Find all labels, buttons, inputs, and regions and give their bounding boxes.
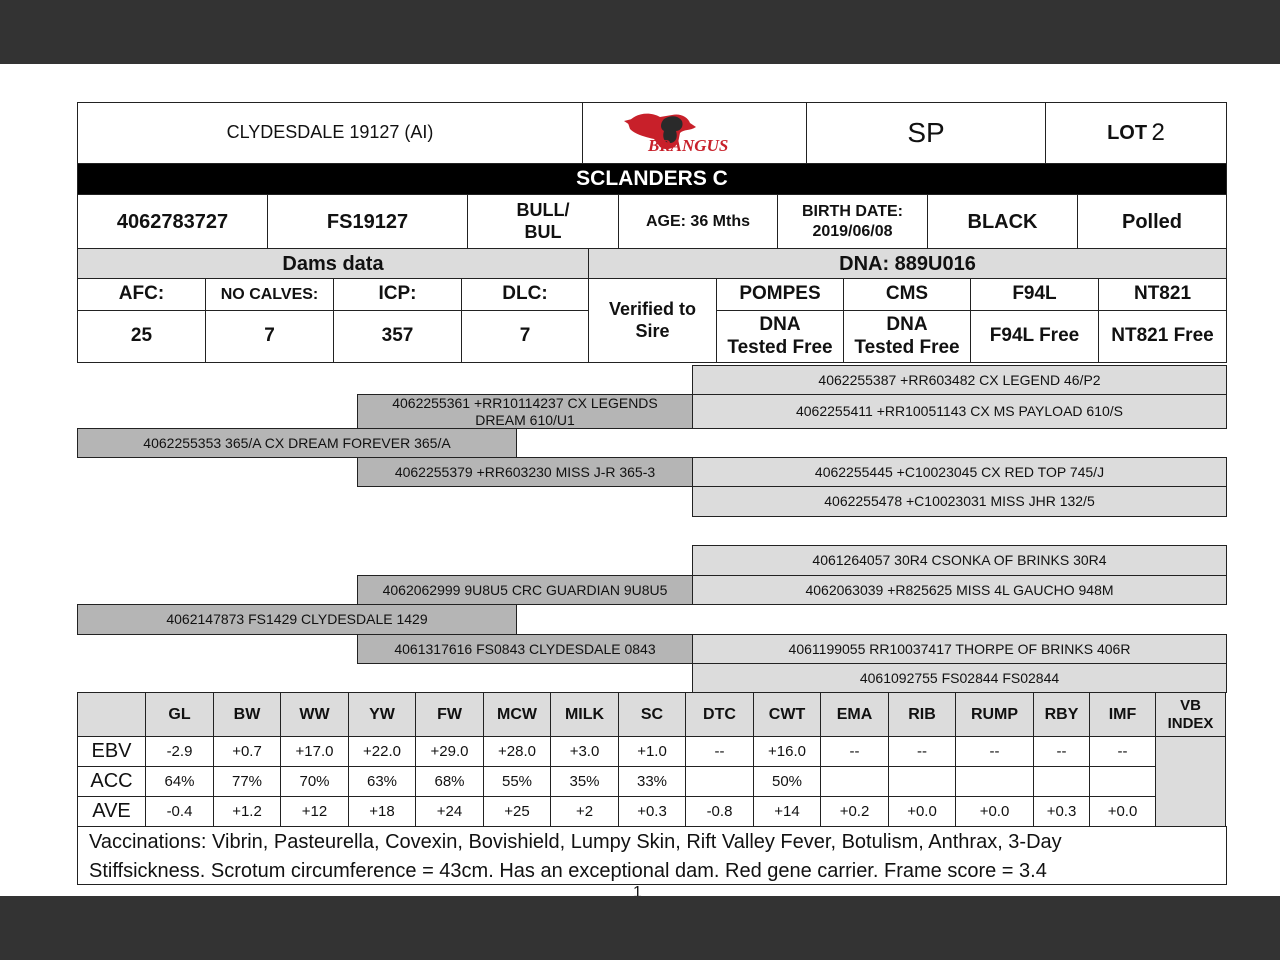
dna-title: DNA: 889U016 — [588, 248, 1227, 279]
icp-value: 357 — [333, 310, 462, 363]
ebv-cell: +22.0 — [349, 737, 416, 767]
lot-value: 2 — [1151, 118, 1165, 146]
pedigree-sire-dam-sire: 4061199055 RR10037417 THORPE OF BRINKS 406R — [692, 634, 1227, 664]
row-label-ave: AVE — [78, 797, 146, 827]
ebv-cell: -- — [889, 737, 956, 767]
sex-line-1: BULL/ — [516, 199, 570, 220]
ebv-cell: +29.0 — [416, 737, 484, 767]
ebv-col-header: DTC — [686, 693, 754, 737]
pedigree-sire: 4062147873 FS1429 CLYDESDALE 1429 — [77, 604, 517, 635]
ave-cell: +0.0 — [956, 797, 1034, 827]
ebv-cell: -- — [956, 737, 1034, 767]
ebv-col-header: MILK — [551, 693, 619, 737]
animal-name: CLYDESDALE 19127 (AI) — [77, 102, 583, 164]
nt821-result: NT821 Free — [1098, 310, 1227, 363]
acc-cell — [1090, 767, 1156, 797]
cms-result — [843, 310, 971, 363]
ebv-cell: -- — [1034, 737, 1090, 767]
acc-cell — [686, 767, 754, 797]
acc-cell: 55% — [484, 767, 551, 797]
f94l-result: F94L Free — [970, 310, 1099, 363]
ave-cell: +24 — [416, 797, 484, 827]
ave-cell: +0.2 — [821, 797, 889, 827]
ebv-header-row — [78, 693, 1226, 737]
ebv-cell: +28.0 — [484, 737, 551, 767]
cms-result-line-2: Tested Free — [854, 336, 960, 358]
ave-cell: +0.3 — [1034, 797, 1090, 827]
ave-cell: -0.8 — [686, 797, 754, 827]
f94l-header: F94L — [970, 278, 1099, 311]
breeder-banner: SCLANDERS C — [77, 163, 1227, 195]
dams-data-title: Dams data — [77, 248, 589, 279]
no-calves-header: NO CALVES: — [205, 278, 334, 311]
ebv-col-header: GL — [146, 693, 214, 737]
pedigree-sire-sire-dam: 4062063039 +R825625 MISS 4L GAUCHO 948M — [692, 575, 1227, 605]
cms-result-line-1: DNA — [886, 313, 928, 335]
ebv-cell: -- — [1090, 737, 1156, 767]
ebv-col-header: SC — [619, 693, 686, 737]
class-code: SP — [806, 102, 1046, 164]
pompes-result-line-2: Tested Free — [727, 336, 833, 358]
ave-cell: +12 — [281, 797, 349, 827]
ebv-col-header: EMA — [821, 693, 889, 737]
ebv-cell: +3.0 — [551, 737, 619, 767]
ave-cell: +0.0 — [1090, 797, 1156, 827]
pedigree-dam-dam-dam: 4062255478 +C10023031 MISS JHR 132/5 — [692, 486, 1227, 517]
document-page — [0, 64, 1280, 896]
ebv-col-header: MCW — [484, 693, 551, 737]
acc-cell — [821, 767, 889, 797]
brangus-logo — [582, 102, 807, 164]
ave-cell: +18 — [349, 797, 416, 827]
ave-cell: +14 — [754, 797, 821, 827]
ebv-col-header: IMF — [1090, 693, 1156, 737]
horn-status: Polled — [1077, 194, 1227, 249]
ebv-cell: -2.9 — [146, 737, 214, 767]
vb-index-header: VB INDEX — [1156, 693, 1226, 737]
vb-index-value — [1156, 737, 1226, 827]
ebv-col-header: WW — [281, 693, 349, 737]
ebv-row — [78, 737, 1226, 767]
pedigree-dam: 4062255353 365/A CX DREAM FOREVER 365/A — [77, 428, 517, 458]
ave-row — [78, 797, 1226, 827]
ave-cell: +0.3 — [619, 797, 686, 827]
lot-number — [1045, 102, 1227, 164]
birth-date-label: BIRTH DATE: — [801, 203, 904, 221]
cms-header: CMS — [843, 278, 971, 311]
ave-cell: +25 — [484, 797, 551, 827]
ident-code: FS19127 — [267, 194, 468, 249]
pedigree-dam-sire: 4062255361 +RR10114237 CX LEGENDS DREAM 610/U1 — [357, 394, 693, 429]
acc-row — [78, 767, 1226, 797]
remarks — [77, 826, 1227, 885]
ebv-cell: +16.0 — [754, 737, 821, 767]
acc-cell: 33% — [619, 767, 686, 797]
acc-cell: 70% — [281, 767, 349, 797]
birth-date — [777, 194, 928, 249]
pedigree-sire-sire-sire: 4061264057 30R4 CSONKA OF BRINKS 30R4 — [692, 545, 1227, 576]
pedigree-dam-dam-sire: 4062255445 +C10023045 CX RED TOP 745/J — [692, 457, 1227, 487]
acc-cell — [956, 767, 1034, 797]
row-label-ebv: EBV — [78, 737, 146, 767]
ebv-col-header: CWT — [754, 693, 821, 737]
age: AGE: 36 Mths — [618, 194, 778, 249]
acc-cell: 68% — [416, 767, 484, 797]
acc-cell: 63% — [349, 767, 416, 797]
dlc-value: 7 — [461, 310, 589, 363]
afc-header: AFC: — [77, 278, 206, 311]
pedigree-dam-sire-dam: 4062255411 +RR10051143 CX MS PAYLOAD 610/S — [692, 394, 1227, 429]
ebv-cell: +0.7 — [214, 737, 281, 767]
ave-cell: -0.4 — [146, 797, 214, 827]
viewer-top-bar — [0, 0, 1280, 64]
birth-date-value: 2019/06/08 — [812, 222, 893, 240]
sex — [467, 194, 619, 249]
ebv-col-header: BW — [214, 693, 281, 737]
ebv-cell: +17.0 — [281, 737, 349, 767]
registration-number: 4062783727 — [77, 194, 268, 249]
ebv-corner-cell — [78, 693, 146, 737]
pedigree-sire-sire: 4062062999 9U8U5 CRC GUARDIAN 9U8U5 — [357, 575, 693, 605]
acc-cell: 35% — [551, 767, 619, 797]
pompes-header: POMPES — [716, 278, 844, 311]
viewer-bottom-bar — [0, 896, 1280, 960]
nt821-header: NT821 — [1098, 278, 1227, 311]
icp-header: ICP: — [333, 278, 462, 311]
acc-cell: 64% — [146, 767, 214, 797]
ebv-col-header: RBY — [1034, 693, 1090, 737]
ebv-col-header: RIB — [889, 693, 956, 737]
afc-value: 25 — [77, 310, 206, 363]
ave-cell: +1.2 — [214, 797, 281, 827]
svg-text:BRANGUS: BRANGUS — [647, 136, 728, 155]
dlc-header: DLC: — [461, 278, 589, 311]
acc-cell: 77% — [214, 767, 281, 797]
ebv-cell: -- — [821, 737, 889, 767]
pedigree-dam-dam: 4062255379 +RR603230 MISS J-R 365-3 — [357, 457, 693, 487]
pompes-result-line-1: DNA — [759, 313, 801, 335]
pedigree-dam-sire-sire: 4062255387 +RR603482 CX LEGEND 46/P2 — [692, 365, 1227, 395]
ebv-table — [77, 692, 1226, 827]
ebv-col-header: RUMP — [956, 693, 1034, 737]
ebv-col-header: YW — [349, 693, 416, 737]
colour: BLACK — [927, 194, 1078, 249]
pompes-result — [716, 310, 844, 363]
ebv-cell: +1.0 — [619, 737, 686, 767]
ebv-cell: -- — [686, 737, 754, 767]
acc-cell: 50% — [754, 767, 821, 797]
sex-line-2: BUL — [524, 221, 562, 242]
acc-cell — [889, 767, 956, 797]
page-number: 1 — [633, 884, 642, 896]
pedigree-sire-dam: 4061317616 FS0843 CLYDESDALE 0843 — [357, 634, 693, 664]
bull-head-icon — [620, 109, 770, 157]
verified-to-sire: Verified to Sire — [588, 278, 717, 363]
pedigree-sire-dam-dam: 4061092755 FS02844 FS02844 — [692, 663, 1227, 693]
lot-label: LOT — [1107, 122, 1148, 144]
ebv-col-header: FW — [416, 693, 484, 737]
row-label-acc: ACC — [78, 767, 146, 797]
ave-cell: +2 — [551, 797, 619, 827]
ave-cell: +0.0 — [889, 797, 956, 827]
no-calves-value: 7 — [205, 310, 334, 363]
remarks-line-2: Stiffsickness. Scrotum circumference = 43cm. Has an exceptional dam. Red gene carrier. Frame score = 3.4 — [89, 860, 1047, 882]
remarks-line-1: Vaccinations: Vibrin, Pasteurella, Covexin, Bovishield, Lumpy Skin, Rift Valley Fever, Botulism, Anthrax, 3-Day — [89, 831, 1062, 853]
acc-cell — [1034, 767, 1090, 797]
